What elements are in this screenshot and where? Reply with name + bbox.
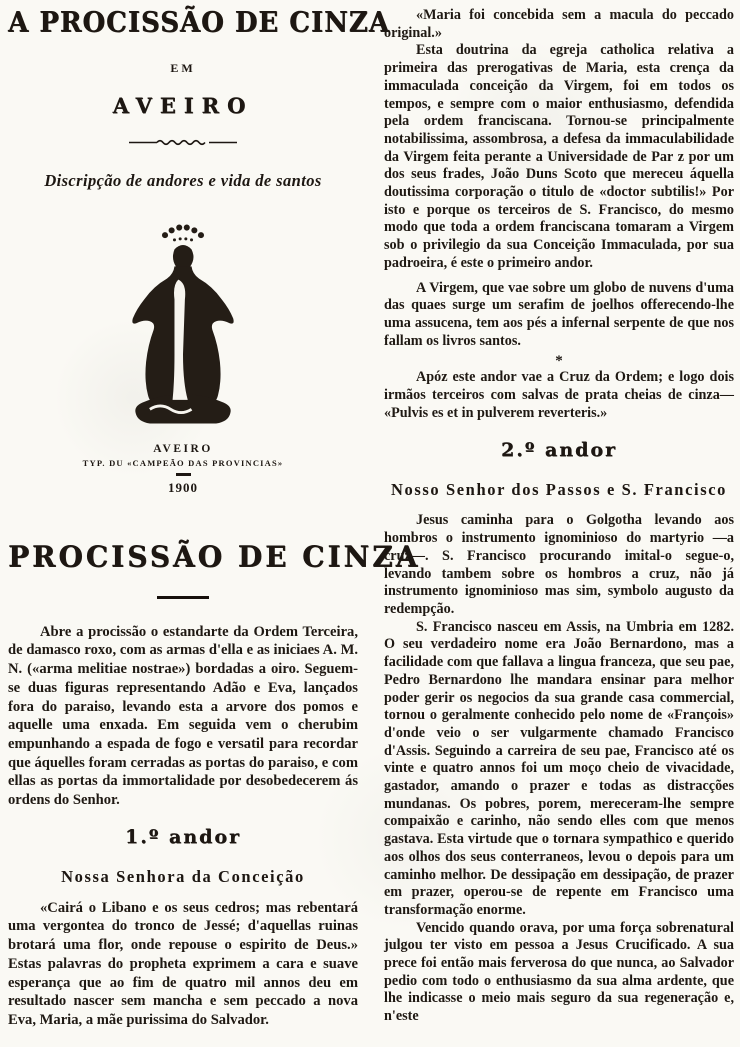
andor2-heading: 2.º andor: [500, 439, 618, 462]
andor2-name: Nosso Senhor dos Passos e S. Francisco: [391, 480, 727, 500]
tiny-dash-divider: [176, 473, 191, 476]
masthead-em-label: EM: [170, 61, 196, 75]
engraving-container: [8, 219, 358, 433]
thick-rule-divider: [157, 596, 209, 599]
virgem-paragraph: A Virgem, que vae sobre um globo de nuvens d'uma das quaes surge um serafim de joelhos offerecendo-lhe uma assucena, tem aos pés a infernal serpente de que nos fallam os livros santos.: [384, 279, 734, 349]
asterisk-separator: *: [555, 353, 563, 370]
andor1-heading: 1.º andor: [124, 825, 242, 848]
andor1-name: Nossa Senhora da Conceição: [61, 866, 305, 886]
section-title: PROCISSÃO DE CINZA: [8, 538, 421, 574]
andor2-paragraph-2: S. Francisco nasceu em Assis, na Umbria em 1282. O seu verdadeiro nome era João Bernardono, mas a facilidade com que fallava a lingua franceza, que seu pae, Pedro Bernardono lhe mandara ensinar para melhor poder gerir os negocios da sua grande casa commercial, tornou o geralmente conhecido pelo nome de «François» d'onde veio o ser vulgarmente chamado Francisco d'Assis. Seguindo a carreira de seu pae, Francisco até os vinte e quatro annos foi um moço cheio de vivacidade, gastador, amando o prazer e todas as distracções mundanas. Os pobres, porem, mereceram-lhe sempre compaixão e carinho, não sendo elles com que menos gastava. Esta virtude que o tornara sympathico e querido aos olhos dos seus conterraneos, levou o depois para um caminho melhor. De dessipação em dessipação, de prazer em prazer, operou-se de repente em Francisco uma transformação enorme.: [384, 618, 734, 918]
doctrine-paragraph: Esta doutrina da egreja catholica relativa a primeira das prerogativas de Maria, esta crença da immaculada conceição da Virgem, foi em todos os tempos, e sempre com o maior enthusiasmo, defendida pela ordem franciscana. Tornou-se principalmente notabilissima, assombrosa, a defesa da immaculabilidade da Virgem feita perante a Universidade de Par z por um dos seus frades, João Duns Scoto que mereceu áquella doutissima corporação o titulo de «doctor subtilis!» Por isto e porque os terceiros de S. Francisco, do mesmo modo que toda a ordem franciscana tomaram a Virgem sob o privilegio da sua Conceição Immaculada, por sua padroeira, é este o primeiro andor.: [384, 42, 734, 271]
wavy-divider: [8, 133, 358, 151]
andor1-paragraph: «Cairá o Libano e os seus cedros; mas rebentará uma vergontea do tronco de Jessé; d'aquellas ruinas brotará uma flor, onde repouse o espirito de Deus.» Estas palavras do propheta exprimem a cara e suave esperança que ao fim de quatro mil annos deu em resultado nascer sem mancha e sem peccado a nova Eva, Maria, a mãe purissima do Salvador.: [8, 899, 358, 1028]
maria-quote-paragraph: «Maria foi concebida sem a macula do peccado original.»: [384, 7, 734, 41]
imprint-year: 1900: [168, 479, 198, 495]
booklet-title: A PROCISSÃO DE CINZA: [8, 7, 390, 39]
imprint-city: AVEIRO: [153, 443, 213, 455]
cruz-paragraph: Apóz este andor vae a Cruz da Ordem; e logo dois irmãos terceiros com salvas de prata cheias de cinza— «Pulvis es et in pulverem reverteris.»: [384, 369, 734, 421]
andor2-paragraph-3: Vencido quando orava, por uma força sobrenatural julgou ter visto em pessoa a Jesus Crucificado. A sua prece foi então mais ferverosa do que nunca, ao Salvador pedio com todo o enthusiasmo da sua alma ardente, que lhe indicasse o meio mais seguro da sua regeneração e, n'este: [384, 919, 734, 1025]
intro-paragraph: Abre a procissão o estandarte da Ordem Terceira, de damasco roxo, com as armas d'ella e as iniciaes A. M. N. («arma melitiae nostrae») bordadas a oiro. Seguem-se duas figuras representando Adão e Eva, lançados fora do paraiso, levando esta a arvore dos pomos e aquelle uma enxada. Em seguida vem o cherubim empunhando a espada de fogo e versatil para recordar que áquelles foram cerradas as portas do paraiso, e com ellas as portas da immortalidade por desobedecerem ás ordens do Senhor.: [8, 623, 358, 809]
booklet-subtitle: Discripção de andores e vida de santos: [44, 171, 322, 190]
wavy-divider-icon: [123, 137, 243, 147]
right-column: [370, 0, 740, 1026]
masthead-city: AVEIRO: [112, 93, 254, 118]
imprint-block: [8, 443, 358, 496]
virgin-mary-engraving-image: [112, 219, 254, 433]
imprint-publisher: TYP. DU «CAMPEÃO DAS PROVINCIAS»: [82, 458, 284, 468]
andor2-paragraph-1: Jesus caminha para o Golgotha levando aos hombros o instrumento ignominioso do martyrio —a cruz—. S. Francisco procurando imital-o segue-o, levando tambem sobre os hombros a cruz, não já instrumento ignominioso mas sim, symbolo augusto da redempção.: [384, 512, 734, 617]
